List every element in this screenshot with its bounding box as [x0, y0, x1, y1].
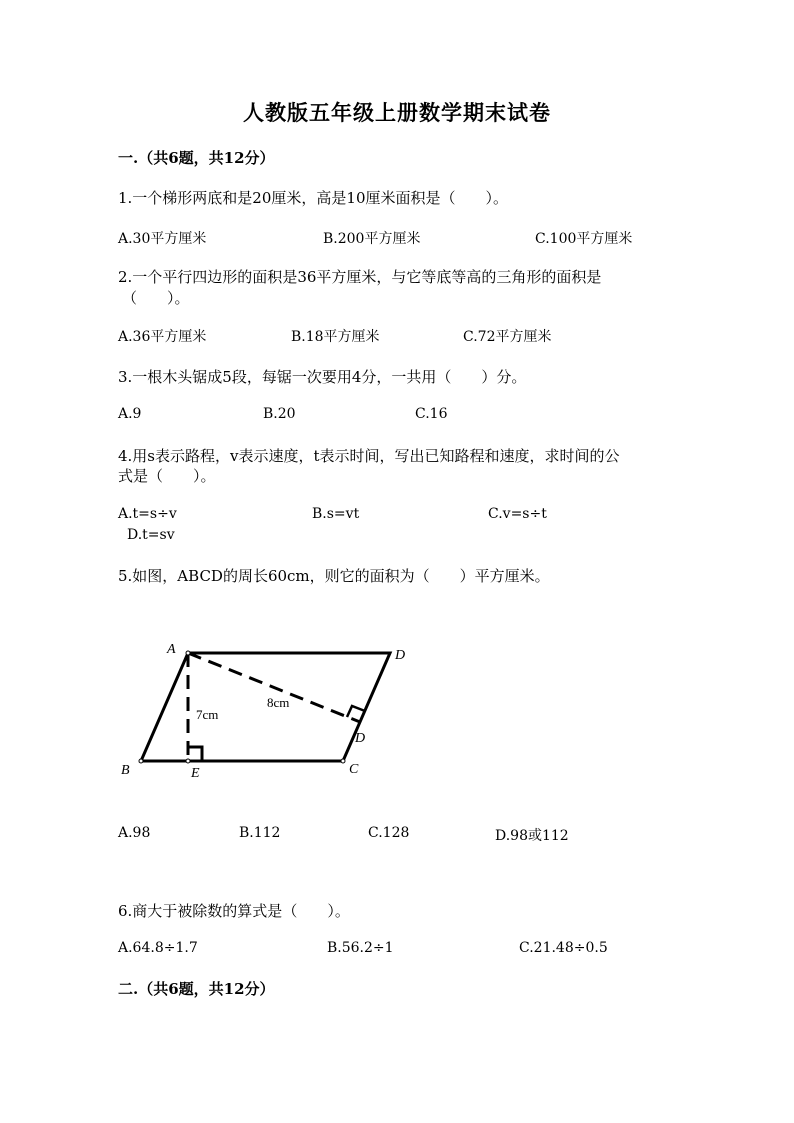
question-4-option-c[interactable]: C.v=s÷t — [488, 506, 547, 522]
label-a: A — [167, 642, 176, 657]
question-4-option-a[interactable]: A.t=s÷v — [118, 506, 177, 522]
question-5-option-d[interactable]: D.98或112 — [495, 828, 569, 844]
question-3-option-c[interactable]: C.16 — [415, 406, 448, 422]
vertex-dot-e — [186, 759, 190, 763]
question-5-option-a[interactable]: A.98 — [118, 825, 151, 841]
question-1-option-a[interactable]: A.30平方厘米 — [118, 231, 207, 247]
vertex-dot-a — [186, 651, 190, 655]
label-height-ae: 7cm — [196, 707, 219, 722]
vertex-dot-c — [341, 759, 345, 763]
question-5-option-b[interactable]: B.112 — [239, 825, 281, 841]
vertex-dot-b — [139, 759, 143, 763]
question-3-option-a[interactable]: A.9 — [118, 406, 142, 422]
question-2-option-b[interactable]: B.18平方厘米 — [291, 329, 380, 345]
section-heading-1: 一.（共6题，共12分） — [118, 149, 275, 167]
question-4-stem: 4.用s表示路程，v表示速度，t表示时间，写出已知路程和速度，求时间的公 — [118, 447, 620, 465]
section-heading-2: 二.（共6题，共12分） — [118, 980, 275, 998]
question-4-option-b[interactable]: B.s=vt — [312, 506, 360, 522]
question-1-stem: 1.一个梯形两底和是20厘米，高是10厘米面积是（ ）。 — [118, 189, 508, 207]
label-d-foot: D — [355, 731, 366, 746]
question-2-stem: 2.一个平行四边形的面积是36平方厘米，与它等底等高的三角形的面积是 — [118, 268, 602, 286]
parallelogram-figure — [110, 630, 430, 790]
question-4-stem-cont: 式是（ ）。 — [118, 467, 216, 485]
label-d-top: D — [395, 648, 406, 663]
question-6-option-c[interactable]: C.21.48÷0.5 — [519, 940, 608, 956]
label-height-ad: 8cm — [267, 695, 290, 710]
question-6-option-b[interactable]: B.56.2÷1 — [327, 940, 394, 956]
question-1-option-c[interactable]: C.100平方厘米 — [535, 231, 633, 247]
question-3-option-b[interactable]: B.20 — [263, 406, 296, 422]
question-1-option-b[interactable]: B.200平方厘米 — [323, 231, 421, 247]
question-4-option-d[interactable]: D.t=sv — [127, 527, 175, 543]
question-2-stem-cont: （ ）。 — [122, 289, 190, 307]
question-6-option-a[interactable]: A.64.8÷1.7 — [118, 940, 198, 956]
question-5-stem: 5.如图，ABCD的周长60cm，则它的面积为（ ）平方厘米。 — [118, 567, 550, 585]
label-c: C — [349, 762, 359, 777]
right-angle-mark-e — [188, 747, 202, 761]
question-2-option-c[interactable]: C.72平方厘米 — [463, 329, 552, 345]
question-3-stem: 3.一根木头锯成5段，每锯一次要用4分，一共用（ ）分。 — [118, 368, 527, 386]
question-5-option-c[interactable]: C.128 — [368, 825, 410, 841]
question-6-stem: 6.商大于被除数的算式是（ ）。 — [118, 902, 350, 920]
label-b: B — [121, 763, 130, 778]
page-title: 人教版五年级上册数学期末试卷 — [243, 100, 551, 125]
question-2-option-a[interactable]: A.36平方厘米 — [118, 329, 207, 345]
label-e: E — [191, 766, 200, 781]
